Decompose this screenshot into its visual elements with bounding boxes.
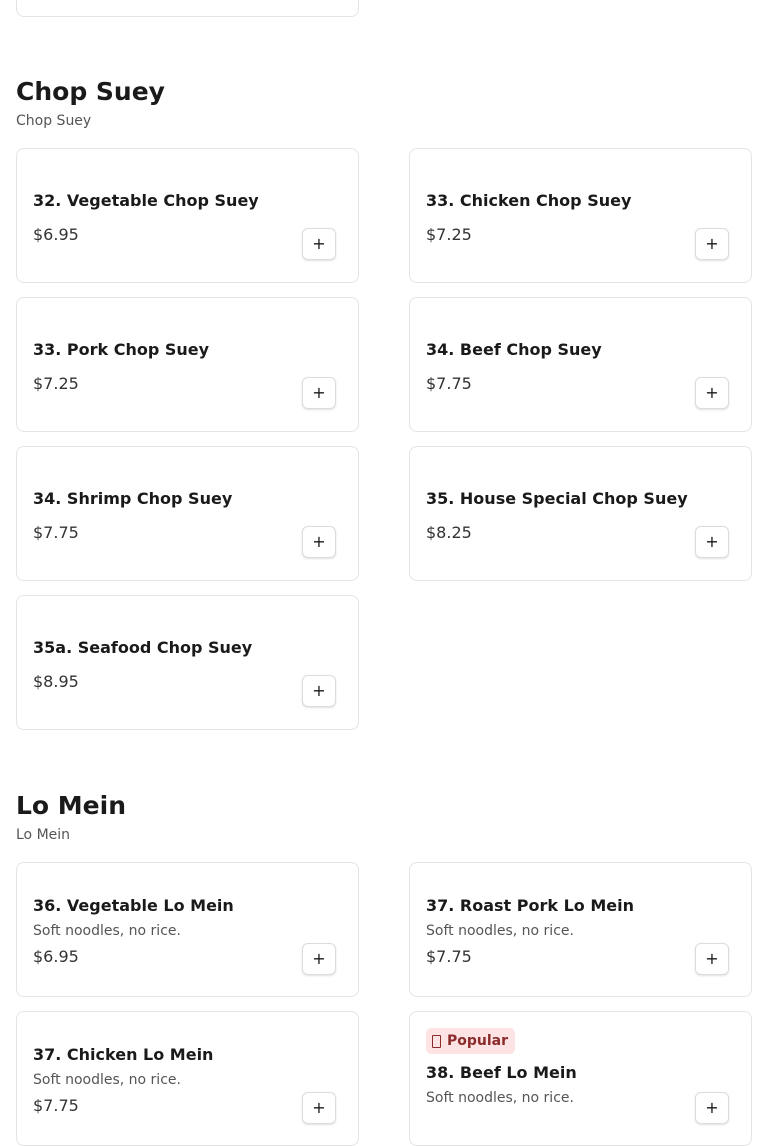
menu-item-price: $8.95: [33, 672, 79, 691]
menu-item-price: $7.75: [426, 374, 472, 393]
menu-item-name: 37. Chicken Lo Mein: [33, 1045, 214, 1064]
menu-item-card[interactable]: [16, 862, 359, 997]
add-to-cart-button[interactable]: +: [695, 1092, 729, 1124]
menu-item-name: 33. Pork Chop Suey: [33, 340, 210, 359]
menu-item-name: 38. Beef Lo Mein: [426, 1063, 577, 1082]
menu-item-description: Soft noodles, no rice.: [33, 1072, 181, 1088]
menu-item-price: $8.25: [426, 523, 472, 542]
menu-item-name: 35. House Special Chop Suey: [426, 489, 688, 508]
popular-badge-label: Popular: [447, 1033, 509, 1049]
menu-item-card[interactable]: [409, 297, 752, 432]
section-title-lo-mein: Lo Mein: [16, 791, 127, 820]
menu-item-card[interactable]: [16, 297, 359, 432]
menu-item-price: $6.95: [33, 225, 79, 244]
add-to-cart-button[interactable]: +: [695, 377, 729, 409]
menu-item-description: Soft noodles, no rice.: [426, 923, 574, 939]
menu-item-card[interactable]: [16, 595, 359, 730]
menu-item-card[interactable]: [16, 446, 359, 581]
section-subtitle-lo-mein: Lo Mein: [16, 827, 71, 843]
menu-item-card[interactable]: [409, 1011, 752, 1146]
menu-item-price: $7.75: [33, 1096, 79, 1115]
menu-item-price: $7.25: [33, 374, 79, 393]
menu-item-card[interactable]: [409, 446, 752, 581]
add-to-cart-button[interactable]: +: [695, 526, 729, 558]
add-to-cart-button[interactable]: +: [302, 1092, 336, 1124]
menu-item-name: 34. Shrimp Chop Suey: [33, 489, 233, 508]
add-to-cart-button[interactable]: +: [302, 228, 336, 260]
flame-icon: [432, 1035, 441, 1048]
menu-item-price: $7.25: [426, 225, 472, 244]
menu-item-price: $7.75: [33, 523, 79, 542]
menu-item-card[interactable]: [16, 148, 359, 283]
menu-item-price: $7.75: [426, 947, 472, 966]
add-to-cart-button[interactable]: +: [302, 943, 336, 975]
menu-item-price: $6.95: [33, 947, 79, 966]
menu-item-name: 32. Vegetable Chop Suey: [33, 191, 259, 210]
popular-badge: [426, 1028, 515, 1054]
menu-item-card[interactable]: [16, 1011, 359, 1146]
add-to-cart-button[interactable]: +: [302, 526, 336, 558]
menu-item-description: Soft noodles, no rice.: [33, 923, 181, 939]
menu-item-description: Soft noodles, no rice.: [426, 1090, 574, 1106]
menu-item-name: 35a. Seafood Chop Suey: [33, 638, 253, 657]
menu-item-card[interactable]: [409, 862, 752, 997]
section-title-chop-suey: Chop Suey: [16, 77, 165, 106]
menu-item-name: 37. Roast Pork Lo Mein: [426, 896, 634, 915]
menu-item-name: 34. Beef Chop Suey: [426, 340, 602, 359]
menu-item-card-partial[interactable]: [16, 0, 359, 17]
section-subtitle-chop-suey: Chop Suey: [16, 113, 92, 129]
add-to-cart-button[interactable]: +: [302, 377, 336, 409]
add-to-cart-button[interactable]: +: [695, 228, 729, 260]
menu-item-card[interactable]: [409, 148, 752, 283]
menu-item-name: 33. Chicken Chop Suey: [426, 191, 632, 210]
add-to-cart-button[interactable]: +: [302, 675, 336, 707]
menu-item-name: 36. Vegetable Lo Mein: [33, 896, 234, 915]
add-to-cart-button[interactable]: +: [695, 943, 729, 975]
